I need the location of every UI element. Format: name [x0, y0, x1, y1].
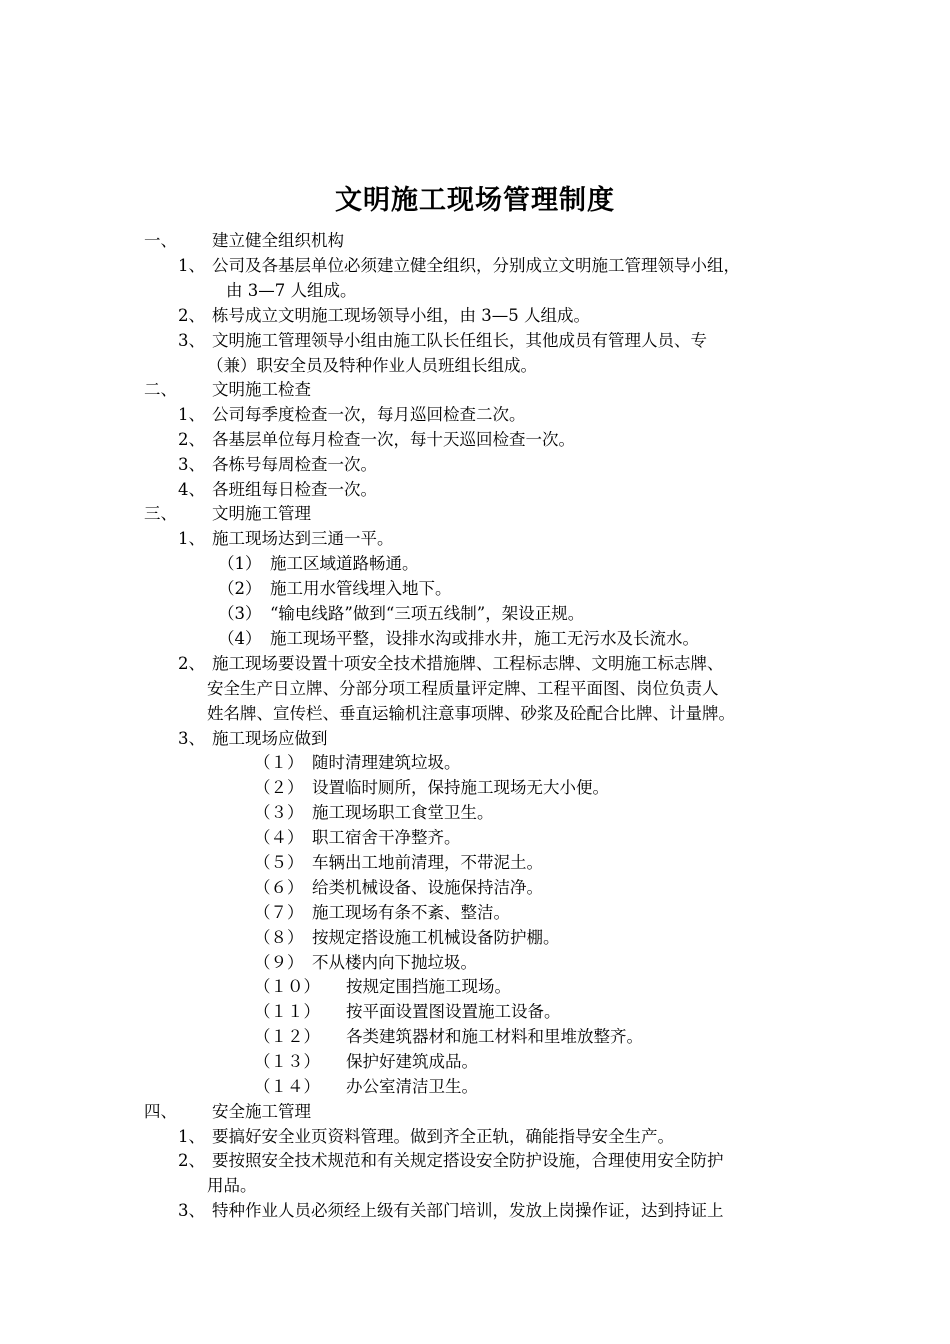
item-text: 按规定围挡施工现场。	[346, 977, 511, 996]
section-heading-line	[144, 377, 930, 402]
item-text: 设置临时厕所，保持施工现场无大小便。	[312, 778, 609, 797]
item-number: （５）	[254, 853, 304, 872]
continuation-line	[178, 278, 930, 303]
page-title: 文明施工现场管理制度	[335, 185, 615, 216]
section-heading-text: 建立健全组织机构	[212, 231, 344, 250]
list-item	[254, 950, 930, 975]
list-item	[178, 1124, 930, 1149]
item-number: （８）	[254, 928, 304, 947]
item-text: 施工现场要设置十项安全技术措施牌、工程标志牌、文明施工标志牌、	[212, 654, 724, 673]
list-item	[178, 1198, 930, 1223]
item-number: 3、	[178, 331, 205, 350]
list-item	[178, 477, 930, 502]
list-item	[178, 1148, 930, 1173]
list-item	[254, 974, 930, 999]
item-number: 1、	[178, 1127, 205, 1146]
item-text: 文明施工管理领导小组由施工队长任组长，其他成员有管理人员、专	[212, 331, 707, 350]
continuation-line	[178, 676, 930, 701]
list-item	[254, 1074, 930, 1099]
list-item	[218, 626, 930, 651]
continuation-line	[178, 701, 930, 726]
item-text: 施工现场平整，设排水沟或排水井，施工无污水及长流水。	[270, 629, 699, 648]
item-number: 2、	[178, 654, 205, 673]
list-item	[218, 576, 930, 601]
item-text: 姓名牌、宣传栏、垂直运输机注意事项牌、砂浆及砼配合比牌、计量牌。	[207, 704, 735, 723]
list-item	[254, 800, 930, 825]
item-text: “输电线路”做到“三项五线制”，架设正规。	[270, 604, 585, 623]
section-heading-text: 文明施工检查	[212, 380, 311, 399]
list-item	[178, 402, 930, 427]
item-text: 栋号成立文明施工现场领导小组，由 3—5 人组成。	[212, 306, 590, 325]
item-number: 2、	[178, 430, 205, 449]
section-heading-line	[144, 1099, 930, 1124]
item-text: 施工用水管线埋入地下。	[270, 579, 452, 598]
item-number: （７）	[254, 903, 304, 922]
list-item	[254, 999, 930, 1024]
item-number: （3）	[218, 604, 262, 623]
section-heading-text: 文明施工管理	[212, 504, 311, 523]
item-number: 三、	[144, 504, 177, 523]
item-text: 施工现场有条不紊、整洁。	[312, 903, 510, 922]
item-text: 保护好建筑成品。	[346, 1052, 478, 1071]
list-item	[254, 825, 930, 850]
item-text: 要搞好安全业页资料管理。做到齐全正轨，确能指导安全生产。	[212, 1127, 674, 1146]
list-item	[254, 750, 930, 775]
continuation-line	[178, 353, 930, 378]
item-number: （1）	[218, 554, 262, 573]
section-heading-line	[144, 228, 930, 253]
list-item	[254, 900, 930, 925]
list-item	[178, 526, 930, 551]
item-number: （９）	[254, 953, 304, 972]
item-text: 要按照安全技术规范和有关规定搭设安全防护设施，合理使用安全防护	[212, 1151, 724, 1170]
list-item	[254, 1049, 930, 1074]
item-text: 按规定搭设施工机械设备防护棚。	[312, 928, 560, 947]
item-text: 办公室清洁卫生。	[346, 1077, 478, 1096]
list-item	[254, 925, 930, 950]
item-number: 2、	[178, 306, 205, 325]
item-text: 公司及各基层单位必须建立健全组织，分别成立文明施工管理领导小组，	[212, 256, 740, 275]
item-text: 施工现场职工食堂卫生。	[312, 803, 494, 822]
list-item	[178, 651, 930, 676]
continuation-line	[178, 1173, 930, 1198]
list-item	[178, 328, 930, 353]
item-number: 四、	[144, 1102, 177, 1121]
item-number: （２）	[254, 778, 304, 797]
item-number: （１１）	[254, 1002, 320, 1021]
item-text: 按平面设置图设置施工设备。	[346, 1002, 561, 1021]
item-text: 由 3—7 人组成。	[226, 281, 357, 300]
list-item	[218, 601, 930, 626]
item-number: 3、	[178, 729, 205, 748]
list-item	[178, 427, 930, 452]
list-item	[254, 1024, 930, 1049]
item-number: （１０）	[254, 977, 320, 996]
item-text: 特种作业人员必须经上级有关部门培训，发放上岗操作证，达到持证上	[212, 1201, 724, 1220]
item-number: 一、	[144, 231, 177, 250]
item-number: （１４）	[254, 1077, 320, 1096]
item-number: 2、	[178, 1151, 205, 1170]
list-item	[178, 452, 930, 477]
item-text: 车辆出工地前清理，不带泥土。	[312, 853, 543, 872]
list-item	[218, 551, 930, 576]
item-text: 给类机械设备、设施保持洁净。	[312, 878, 543, 897]
section-heading-line	[144, 501, 930, 526]
item-text: （兼）职安全员及特种作业人员班组长组成。	[207, 356, 537, 375]
item-number: 3、	[178, 455, 205, 474]
item-number: 1、	[178, 529, 205, 548]
item-number: （１２）	[254, 1027, 320, 1046]
item-text: 施工现场应做到	[212, 729, 328, 748]
list-item	[254, 875, 930, 900]
item-number: 1、	[178, 405, 205, 424]
item-text: 各班组每日检查一次。	[212, 480, 377, 499]
item-text: 公司每季度检查一次，每月巡回检查二次。	[212, 405, 526, 424]
list-item	[254, 775, 930, 800]
item-number: 二、	[144, 380, 177, 399]
item-text: 施工现场达到三通一平。	[212, 529, 394, 548]
item-number: （６）	[254, 878, 304, 897]
list-item	[178, 303, 930, 328]
item-number: 4、	[178, 480, 205, 499]
item-number: 3、	[178, 1201, 205, 1220]
item-text: 安全生产日立牌、分部分项工程质量评定牌、工程平面图、岗位负责人	[207, 679, 719, 698]
item-text: 职工宿舍干净整齐。	[312, 828, 461, 847]
list-item	[178, 253, 930, 278]
item-number: （１３）	[254, 1052, 320, 1071]
item-number: （４）	[254, 828, 304, 847]
item-text: 随时清理建筑垃圾。	[312, 753, 461, 772]
item-number: （2）	[218, 579, 262, 598]
item-text: 不从楼内向下抛垃圾。	[312, 953, 477, 972]
item-text: 各栋号每周检查一次。	[212, 455, 377, 474]
list-item	[254, 850, 930, 875]
item-text: 各类建筑器材和施工材料和里堆放整齐。	[346, 1027, 643, 1046]
list-item	[178, 726, 930, 751]
item-text: 施工区域道路畅通。	[270, 554, 419, 573]
item-number: （１）	[254, 753, 304, 772]
item-text: 用品。	[207, 1176, 257, 1195]
item-number: （4）	[218, 629, 262, 648]
item-number: （３）	[254, 803, 304, 822]
item-text: 各基层单位每月检查一次，每十天巡回检查一次。	[212, 430, 575, 449]
section-heading-text: 安全施工管理	[212, 1102, 311, 1121]
item-number: 1、	[178, 256, 205, 275]
